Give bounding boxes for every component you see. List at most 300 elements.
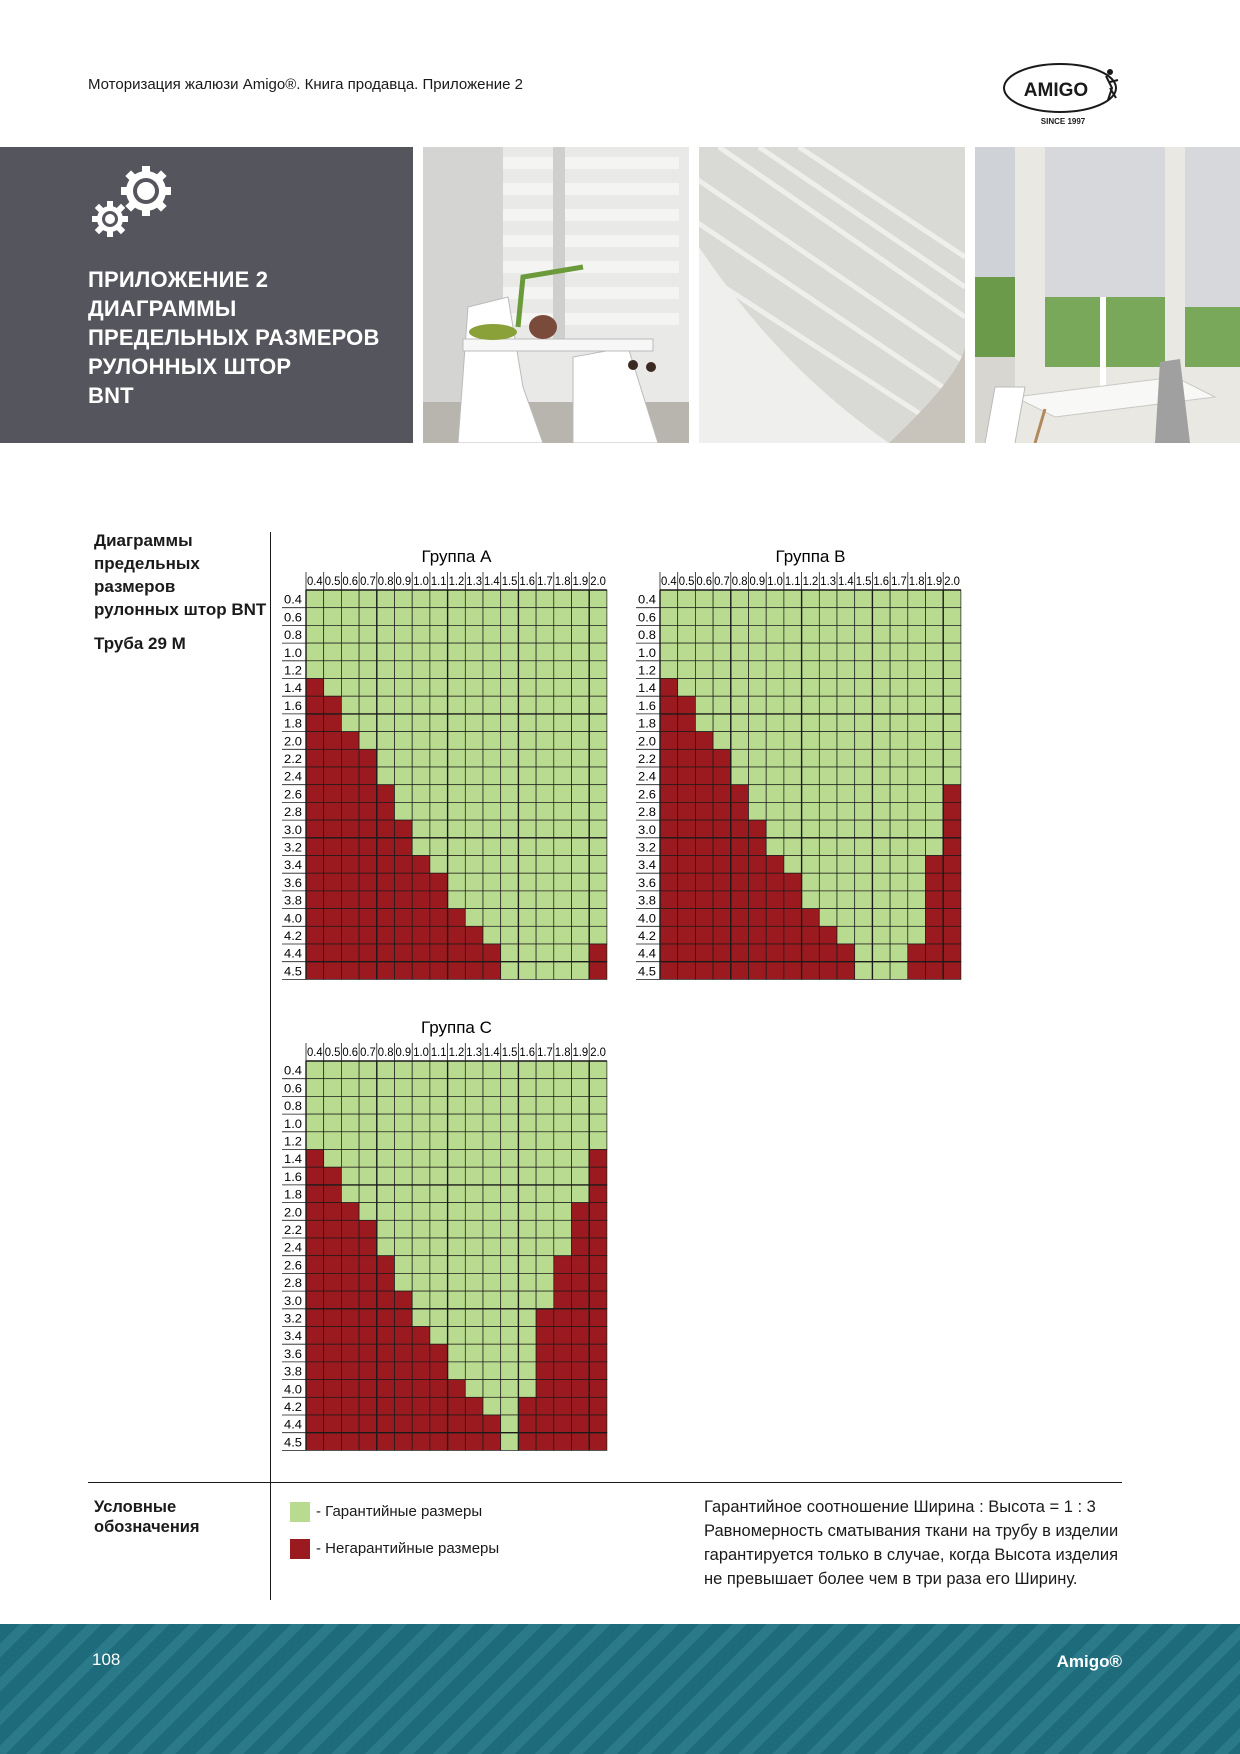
cell-not-guaranteed	[377, 926, 395, 944]
cell-guaranteed	[518, 732, 536, 750]
x-tick-label: 1.6	[519, 576, 536, 588]
cell-not-guaranteed	[554, 1291, 572, 1309]
cell-guaranteed	[802, 696, 820, 714]
cell-guaranteed	[943, 661, 961, 679]
cell-not-guaranteed	[412, 1344, 430, 1362]
cell-not-guaranteed	[306, 962, 324, 980]
cell-guaranteed	[324, 1150, 342, 1168]
legend-title-line: обозначения	[94, 1518, 200, 1536]
cell-guaranteed	[554, 1185, 572, 1203]
cell-guaranteed	[465, 1309, 483, 1327]
cell-not-guaranteed	[660, 909, 678, 927]
cell-guaranteed	[819, 856, 837, 874]
cell-not-guaranteed	[306, 944, 324, 962]
cell-guaranteed	[572, 696, 590, 714]
cell-guaranteed	[766, 696, 784, 714]
cell-guaranteed	[678, 661, 696, 679]
cell-guaranteed	[943, 679, 961, 697]
cell-guaranteed	[501, 1096, 519, 1114]
cell-guaranteed	[377, 1220, 395, 1238]
cell-guaranteed	[554, 1150, 572, 1168]
cell-not-guaranteed	[412, 1380, 430, 1398]
cell-guaranteed	[908, 714, 926, 732]
cell-guaranteed	[377, 590, 395, 608]
x-tick-label: 0.9	[395, 1047, 412, 1059]
cell-guaranteed	[554, 891, 572, 909]
cell-guaranteed	[731, 625, 749, 643]
cell-not-guaranteed	[465, 1397, 483, 1415]
cell-guaranteed	[731, 643, 749, 661]
cell-not-guaranteed	[465, 1433, 483, 1451]
cell-guaranteed	[430, 1220, 448, 1238]
cell-guaranteed	[448, 820, 466, 838]
cell-not-guaranteed	[749, 926, 767, 944]
x-tick-label: 1.6	[873, 576, 890, 588]
cell-guaranteed	[448, 1167, 466, 1185]
cell-guaranteed	[395, 1096, 413, 1114]
cell-guaranteed	[589, 1114, 607, 1132]
cell-not-guaranteed	[572, 1362, 590, 1380]
cell-guaranteed	[412, 696, 430, 714]
cell-guaranteed	[713, 732, 731, 750]
cell-guaranteed	[695, 590, 713, 608]
cell-guaranteed	[518, 714, 536, 732]
cell-guaranteed	[483, 1096, 501, 1114]
x-tick-label: 1.0	[767, 576, 783, 588]
cell-guaranteed	[501, 838, 519, 856]
cell-guaranteed	[749, 661, 767, 679]
x-tick-label: 2.0	[944, 576, 960, 588]
cell-guaranteed	[926, 661, 944, 679]
cell-not-guaranteed	[377, 1397, 395, 1415]
y-tick-label: 3.8	[284, 1366, 302, 1379]
y-tick-label: 2.2	[284, 754, 302, 766]
cell-guaranteed	[589, 1132, 607, 1150]
cell-not-guaranteed	[377, 962, 395, 980]
cell-not-guaranteed	[324, 909, 342, 927]
x-tick-label: 1.8	[554, 1047, 571, 1059]
cell-guaranteed	[837, 608, 855, 626]
cell-guaranteed	[819, 732, 837, 750]
cell-guaranteed	[501, 891, 519, 909]
cell-guaranteed	[536, 891, 554, 909]
cell-guaranteed	[536, 643, 554, 661]
cell-guaranteed	[837, 679, 855, 697]
cell-guaranteed	[448, 1238, 466, 1256]
cell-not-guaranteed	[589, 962, 607, 980]
cell-not-guaranteed	[678, 944, 696, 962]
cell-guaranteed	[501, 625, 519, 643]
cell-guaranteed	[448, 767, 466, 785]
cell-not-guaranteed	[430, 1380, 448, 1398]
cell-not-guaranteed	[395, 856, 413, 874]
cell-not-guaranteed	[395, 1327, 413, 1345]
cell-guaranteed	[766, 820, 784, 838]
cell-guaranteed	[448, 1273, 466, 1291]
cell-guaranteed	[784, 696, 802, 714]
cell-guaranteed	[518, 767, 536, 785]
y-tick-label: 2.2	[638, 754, 656, 766]
cell-guaranteed	[536, 926, 554, 944]
cell-guaranteed	[377, 1150, 395, 1168]
section-label-line: рулонных штор BNT	[94, 600, 267, 619]
cell-guaranteed	[749, 643, 767, 661]
cell-guaranteed	[908, 909, 926, 927]
cell-not-guaranteed	[749, 873, 767, 891]
y-tick-label: 3.4	[638, 860, 657, 873]
cell-not-guaranteed	[554, 1327, 572, 1345]
cell-guaranteed	[572, 1079, 590, 1097]
cell-guaranteed	[819, 891, 837, 909]
cell-guaranteed	[430, 749, 448, 767]
cell-guaranteed	[483, 1114, 501, 1132]
cell-not-guaranteed	[341, 1256, 359, 1274]
cell-not-guaranteed	[359, 856, 377, 874]
cell-guaranteed	[377, 643, 395, 661]
cell-guaranteed	[359, 696, 377, 714]
heatmap-svg	[282, 540, 609, 981]
cell-not-guaranteed	[926, 856, 944, 874]
cell-not-guaranteed	[660, 802, 678, 820]
cell-guaranteed	[359, 1061, 377, 1079]
logo-since: SINCE 1997	[1040, 117, 1086, 126]
cell-guaranteed	[908, 679, 926, 697]
cell-guaranteed	[589, 679, 607, 697]
cell-guaranteed	[572, 1114, 590, 1132]
cell-guaranteed	[572, 926, 590, 944]
cell-guaranteed	[731, 732, 749, 750]
cell-not-guaranteed	[483, 944, 501, 962]
x-tick-label: 1.7	[891, 576, 907, 588]
x-tick-label: 0.6	[342, 576, 359, 588]
cell-guaranteed	[536, 696, 554, 714]
cell-guaranteed	[678, 643, 696, 661]
cell-not-guaranteed	[341, 1397, 359, 1415]
cell-guaranteed	[926, 608, 944, 626]
cell-guaranteed	[448, 1291, 466, 1309]
cell-not-guaranteed	[341, 820, 359, 838]
cell-guaranteed	[501, 856, 519, 874]
cell-guaranteed	[837, 643, 855, 661]
cell-guaranteed	[483, 1150, 501, 1168]
cell-guaranteed	[465, 732, 483, 750]
cell-not-guaranteed	[713, 767, 731, 785]
cell-guaranteed	[749, 714, 767, 732]
cell-guaranteed	[465, 1185, 483, 1203]
cell-guaranteed	[589, 714, 607, 732]
cell-guaranteed	[572, 608, 590, 626]
cell-guaranteed	[855, 767, 873, 785]
cell-guaranteed	[855, 926, 873, 944]
cell-not-guaranteed	[943, 944, 961, 962]
cell-guaranteed	[448, 856, 466, 874]
cell-guaranteed	[483, 696, 501, 714]
cell-guaranteed	[483, 873, 501, 891]
cell-guaranteed	[501, 661, 519, 679]
x-tick-label: 1.2	[802, 576, 819, 588]
cell-guaranteed	[412, 1096, 430, 1114]
cell-not-guaranteed	[802, 926, 820, 944]
cell-guaranteed	[483, 1309, 501, 1327]
cell-guaranteed	[749, 767, 767, 785]
cell-not-guaranteed	[359, 1344, 377, 1362]
cell-not-guaranteed	[908, 944, 926, 962]
cell-guaranteed	[412, 1203, 430, 1221]
cell-guaranteed	[660, 643, 678, 661]
cell-guaranteed	[430, 1291, 448, 1309]
cell-not-guaranteed	[695, 785, 713, 803]
cell-not-guaranteed	[660, 926, 678, 944]
cell-not-guaranteed	[589, 1362, 607, 1380]
cell-guaranteed	[412, 1291, 430, 1309]
cell-not-guaranteed	[377, 838, 395, 856]
cell-guaranteed	[713, 590, 731, 608]
y-tick-label: 3.0	[638, 824, 656, 837]
cell-guaranteed	[554, 962, 572, 980]
cell-guaranteed	[872, 962, 890, 980]
cell-guaranteed	[695, 661, 713, 679]
cell-not-guaranteed	[660, 962, 678, 980]
y-tick-label: 2.8	[638, 807, 656, 820]
cell-guaranteed	[589, 785, 607, 803]
cell-guaranteed	[501, 1114, 519, 1132]
cell-not-guaranteed	[377, 1433, 395, 1451]
cell-guaranteed	[837, 785, 855, 803]
cell-guaranteed	[872, 696, 890, 714]
cell-not-guaranteed	[749, 944, 767, 962]
y-tick-label: 2.0	[638, 736, 656, 749]
cell-guaranteed	[890, 962, 908, 980]
cell-guaranteed	[465, 1167, 483, 1185]
cell-guaranteed	[430, 1114, 448, 1132]
cell-guaranteed	[872, 661, 890, 679]
y-tick-label: 1.6	[638, 700, 656, 713]
cell-not-guaranteed	[430, 1362, 448, 1380]
cell-guaranteed	[784, 661, 802, 679]
cell-guaranteed	[536, 1185, 554, 1203]
y-tick-label: 2.6	[284, 1260, 302, 1273]
cell-guaranteed	[731, 661, 749, 679]
cell-guaranteed	[926, 696, 944, 714]
cell-not-guaranteed	[943, 802, 961, 820]
cell-not-guaranteed	[395, 873, 413, 891]
cell-not-guaranteed	[695, 767, 713, 785]
cell-guaranteed	[359, 625, 377, 643]
cell-guaranteed	[359, 732, 377, 750]
cell-guaranteed	[749, 749, 767, 767]
cell-not-guaranteed	[341, 749, 359, 767]
cell-guaranteed	[695, 608, 713, 626]
cell-guaranteed	[890, 749, 908, 767]
cell-not-guaranteed	[359, 909, 377, 927]
cell-guaranteed	[306, 1132, 324, 1150]
cell-guaranteed	[465, 661, 483, 679]
cell-not-guaranteed	[359, 767, 377, 785]
cell-guaranteed	[377, 714, 395, 732]
cell-guaranteed	[536, 679, 554, 697]
cell-not-guaranteed	[306, 873, 324, 891]
y-tick-label: 0.4	[638, 594, 657, 607]
cell-guaranteed	[890, 891, 908, 909]
cell-guaranteed	[572, 1096, 590, 1114]
cell-not-guaranteed	[377, 1344, 395, 1362]
cell-not-guaranteed	[395, 820, 413, 838]
y-tick-label: 1.8	[284, 1189, 302, 1202]
cell-guaranteed	[678, 679, 696, 697]
cell-guaranteed	[465, 1079, 483, 1097]
cell-guaranteed	[412, 1132, 430, 1150]
cell-guaranteed	[837, 749, 855, 767]
cell-guaranteed	[855, 625, 873, 643]
cell-guaranteed	[518, 1344, 536, 1362]
cell-not-guaranteed	[536, 1397, 554, 1415]
cell-not-guaranteed	[749, 962, 767, 980]
cell-guaranteed	[926, 785, 944, 803]
cell-guaranteed	[412, 838, 430, 856]
cell-not-guaranteed	[395, 891, 413, 909]
cell-not-guaranteed	[572, 1203, 590, 1221]
cell-guaranteed	[572, 802, 590, 820]
cell-guaranteed	[448, 1327, 466, 1345]
cell-not-guaranteed	[412, 873, 430, 891]
cell-guaranteed	[341, 1061, 359, 1079]
cell-guaranteed	[483, 909, 501, 927]
cell-guaranteed	[837, 926, 855, 944]
cell-not-guaranteed	[554, 1309, 572, 1327]
cell-guaranteed	[412, 625, 430, 643]
cell-guaranteed	[872, 785, 890, 803]
cell-guaranteed	[713, 643, 731, 661]
cell-not-guaranteed	[465, 1415, 483, 1433]
cell-not-guaranteed	[589, 1167, 607, 1185]
cell-guaranteed	[678, 590, 696, 608]
cell-guaranteed	[341, 643, 359, 661]
cell-not-guaranteed	[589, 1415, 607, 1433]
x-tick-label: 1.7	[537, 1047, 553, 1059]
cell-not-guaranteed	[572, 1380, 590, 1398]
cell-guaranteed	[554, 909, 572, 927]
cell-not-guaranteed	[731, 944, 749, 962]
cell-guaranteed	[465, 749, 483, 767]
cell-guaranteed	[306, 1096, 324, 1114]
cell-guaranteed	[483, 661, 501, 679]
cell-not-guaranteed	[412, 926, 430, 944]
cell-guaranteed	[855, 838, 873, 856]
cell-guaranteed	[802, 749, 820, 767]
cell-guaranteed	[518, 1079, 536, 1097]
cell-guaranteed	[536, 749, 554, 767]
cell-guaranteed	[430, 1167, 448, 1185]
cell-guaranteed	[589, 820, 607, 838]
cell-guaranteed	[837, 714, 855, 732]
cell-not-guaranteed	[306, 891, 324, 909]
cell-guaranteed	[430, 714, 448, 732]
legend-title	[94, 1497, 200, 1537]
cell-guaranteed	[837, 838, 855, 856]
cell-guaranteed	[306, 590, 324, 608]
cell-guaranteed	[713, 696, 731, 714]
x-tick-label: 1.3	[466, 576, 482, 588]
cell-not-guaranteed	[306, 1362, 324, 1380]
cell-not-guaranteed	[713, 909, 731, 927]
cell-guaranteed	[430, 661, 448, 679]
cell-guaranteed	[430, 643, 448, 661]
cell-not-guaranteed	[306, 802, 324, 820]
cell-guaranteed	[324, 679, 342, 697]
cell-guaranteed	[395, 679, 413, 697]
cell-not-guaranteed	[554, 1415, 572, 1433]
cell-guaranteed	[749, 625, 767, 643]
cell-not-guaranteed	[713, 856, 731, 874]
section-banner	[0, 147, 413, 443]
cell-guaranteed	[483, 1397, 501, 1415]
cell-guaranteed	[501, 944, 519, 962]
cell-guaranteed	[483, 1079, 501, 1097]
cell-guaranteed	[731, 696, 749, 714]
cell-guaranteed	[589, 838, 607, 856]
cell-guaranteed	[536, 820, 554, 838]
cell-not-guaranteed	[324, 1309, 342, 1327]
cell-guaranteed	[713, 608, 731, 626]
cell-guaranteed	[395, 625, 413, 643]
y-tick-label: 1.2	[284, 665, 302, 678]
cell-guaranteed	[465, 1362, 483, 1380]
cell-guaranteed	[465, 838, 483, 856]
cell-not-guaranteed	[713, 838, 731, 856]
cell-guaranteed	[819, 785, 837, 803]
cell-not-guaranteed	[359, 785, 377, 803]
cell-not-guaranteed	[306, 856, 324, 874]
cell-guaranteed	[572, 1150, 590, 1168]
cell-not-guaranteed	[695, 926, 713, 944]
cell-guaranteed	[536, 1256, 554, 1274]
cell-not-guaranteed	[695, 891, 713, 909]
cell-guaranteed	[554, 820, 572, 838]
cell-not-guaranteed	[589, 1150, 607, 1168]
cell-not-guaranteed	[943, 909, 961, 927]
cell-guaranteed	[483, 820, 501, 838]
cell-guaranteed	[430, 625, 448, 643]
cell-guaranteed	[802, 856, 820, 874]
cell-guaranteed	[501, 1167, 519, 1185]
cell-not-guaranteed	[660, 714, 678, 732]
cell-guaranteed	[890, 696, 908, 714]
cell-guaranteed	[395, 1150, 413, 1168]
cell-not-guaranteed	[324, 767, 342, 785]
cell-not-guaranteed	[766, 926, 784, 944]
page-footer	[0, 1624, 1240, 1754]
guarantee-note	[704, 1495, 1134, 1591]
y-tick-label: 1.6	[284, 700, 302, 713]
cell-guaranteed	[518, 1061, 536, 1079]
cell-guaranteed	[501, 1132, 519, 1150]
cell-guaranteed	[412, 1220, 430, 1238]
cell-guaranteed	[501, 1273, 519, 1291]
cell-guaranteed	[713, 625, 731, 643]
cell-guaranteed	[872, 625, 890, 643]
y-tick-label: 4.5	[284, 1437, 302, 1450]
cell-guaranteed	[784, 767, 802, 785]
y-tick-label: 3.2	[284, 842, 302, 855]
cell-not-guaranteed	[943, 856, 961, 874]
cell-not-guaranteed	[412, 1362, 430, 1380]
cell-not-guaranteed	[943, 891, 961, 909]
cell-guaranteed	[465, 785, 483, 803]
cell-guaranteed	[572, 661, 590, 679]
cell-guaranteed	[377, 1114, 395, 1132]
cell-not-guaranteed	[306, 714, 324, 732]
cell-guaranteed	[412, 749, 430, 767]
